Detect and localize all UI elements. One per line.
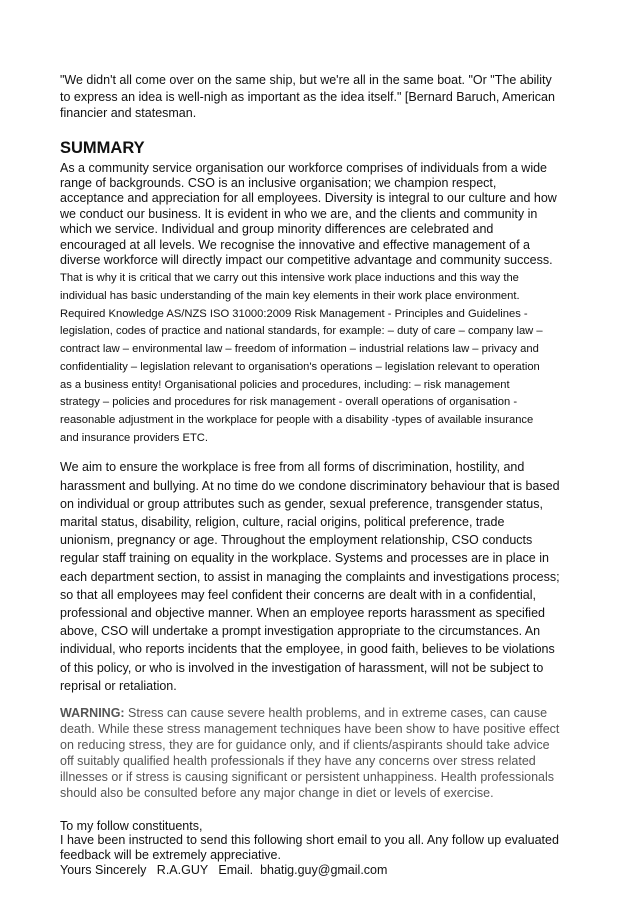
- harassment-line: above, CSO will undertake a prompt investigation appropriate to the circumstances. An: [60, 624, 541, 639]
- harassment-line: so that all employees may feel confident their concerns are dealt with in a confidential,: [60, 587, 536, 602]
- harassment-line: professional and objective manner. When an employee reports harassment as specified: [60, 606, 545, 620]
- harassment-line: each department section, to assist in managing the complaints and investigations process;: [60, 569, 560, 584]
- knowledge-line: individual has basic understanding of the main key elements in their work place environment.: [60, 290, 520, 303]
- quote-line: financier and statesman.: [60, 106, 197, 120]
- warning-label: WARNING:: [60, 706, 125, 721]
- opening-quote: [60, 72, 580, 122]
- harassment-line: marital status, disability, religion, culture, racial origins, political preference, trade: [60, 514, 505, 529]
- harassment-line: reprisal or retaliation.: [60, 678, 177, 693]
- warning-first-line: [60, 705, 580, 721]
- intro-line: which we service. Individual and group minority differences are celebrated and: [60, 222, 494, 237]
- warning-line: on reducing stress, they are for guidance only, and if clients/aspirants should take advice: [60, 738, 550, 753]
- intro-line: As a community service organisation our workforce comprises of individuals from a wide: [60, 160, 547, 175]
- required-knowledge-paragraph: [60, 270, 580, 447]
- knowledge-line: and insurance providers ETC.: [60, 431, 208, 444]
- quote-line: "We didn't all come over on the same ship, but we're all in the same boat. "Or "The ability: [60, 73, 552, 87]
- knowledge-line: as a business entity! Organisational policies and procedures, including: – risk management: [60, 378, 510, 391]
- harassment-line: individual, who reports incidents that the employee, in good faith, believes to be violations: [60, 642, 555, 657]
- signature-line: Yours Sincerely R.A.GUY Email. bhatig.guy@gmail.com: [60, 862, 388, 877]
- harassment-line: harassment and bullying. At no time do we condone discriminatory behaviour that is based: [60, 478, 560, 493]
- harassment-line: regular staff training on equality in the workplace. Systems and processes are in place in: [60, 551, 549, 566]
- intro-line: acceptance and appreciation for all employees. Diversity is integral to our culture and how: [60, 191, 557, 206]
- warning-line: death. While these stress management techniques have been show to have positive effect: [60, 722, 560, 737]
- intro-line: range of backgrounds. CSO is an inclusive organisation; we champion respect,: [60, 175, 497, 190]
- intro-line: we conduct our business. It is evident in who we are, and the clients and community in: [60, 206, 538, 221]
- document-page: [60, 72, 580, 878]
- summary-intro-paragraph: [60, 161, 580, 269]
- closing-line: I have been instructed to send this following short email to you all. Any follow up evaluated: [60, 833, 559, 848]
- warning-first-line-text: Stress can cause severe health problems, and in extreme cases, can cause: [124, 706, 548, 721]
- summary-heading: SUMMARY: [60, 138, 145, 157]
- harassment-line: We aim to ensure the workplace is free from all forms of discrimination, hostility, and: [60, 460, 525, 475]
- knowledge-line: Required Knowledge AS/NZS ISO 31000:2009 Risk Management - Principles and Guidelines -: [60, 307, 528, 320]
- quote-line: to express an idea is well-nigh as important as the idea itself." [Bernard Baruch, American: [60, 89, 555, 104]
- knowledge-line: That is why it is critical that we carry out this intensive work place inductions and this way the: [60, 272, 519, 285]
- closing-note: [60, 819, 580, 878]
- knowledge-line: reasonable adjustment in the workplace for people with a disability -types of available insurance: [60, 413, 534, 426]
- harassment-line: on individual or group attributes such as gender, sexual preference, transgender status,: [60, 496, 543, 511]
- harassment-policy-paragraph: [60, 458, 580, 695]
- closing-line: To my follow constituents,: [60, 818, 203, 833]
- intro-line: encouraged at all levels. We recognise the innovative and effective management of a: [60, 237, 530, 252]
- knowledge-line: contract law – environmental law – freedom of information – industrial relations law – privacy and: [60, 343, 539, 356]
- warning-line: should also be consulted before any major change in diet or levels of exercise.: [60, 786, 494, 801]
- knowledge-line: legislation, codes of practice and national standards, for example: – duty of care – company law –: [60, 325, 543, 338]
- warning-line: illnesses or if stress is causing significant or persistent unhappiness. Health professionals: [60, 770, 554, 785]
- intro-line: diverse workforce will directly impact our competitive advantage and community success.: [60, 252, 553, 267]
- harassment-line: unionism, pregnancy or age. Throughout the employment relationship, CSO conducts: [60, 533, 533, 548]
- warning-line: off suitably qualified health professionals if they have any concerns over stress related: [60, 754, 536, 769]
- knowledge-line: strategy – policies and procedures for risk management - overall operations of organisation -: [60, 396, 518, 409]
- stress-warning-paragraph: [60, 705, 580, 802]
- closing-line: feedback will be extremely appreciative.: [60, 848, 281, 863]
- harassment-line: of this policy, or who is involved in the investigation of harassment, will not be subject to: [60, 660, 544, 675]
- knowledge-line: confidentiality – legislation relevant to organisation's operations – legislation relevant to operation: [60, 360, 540, 373]
